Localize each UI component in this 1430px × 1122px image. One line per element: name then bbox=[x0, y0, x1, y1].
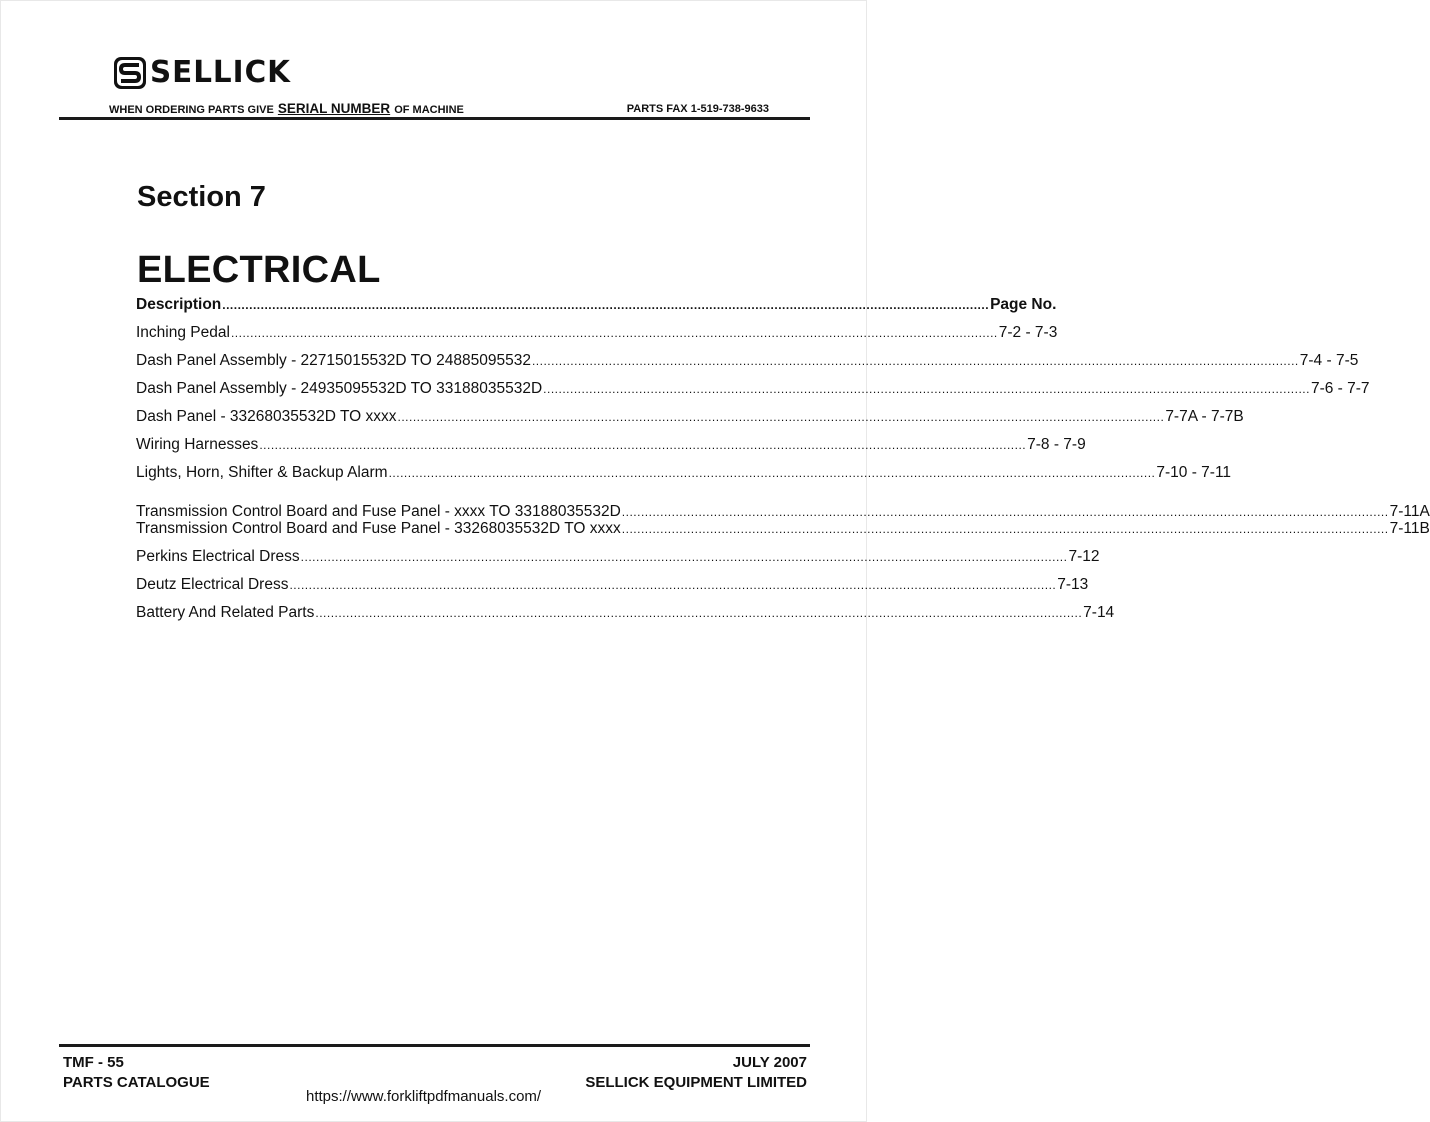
toc-leader-dots: ........................................................................................................................................................................................................ bbox=[289, 578, 1057, 592]
toc-leader-dots: ........................................................................................................................................................................................................ bbox=[259, 438, 1027, 452]
footer-model: TMF - 55 bbox=[63, 1054, 124, 1071]
toc-entry[interactable] bbox=[136, 576, 1089, 594]
toc-leader-dots: ........................................................................................................................................................................................................ bbox=[300, 550, 1068, 564]
toc-entry-page: 7-7A - 7-7B bbox=[1165, 408, 1244, 425]
toc-leader-dots: ........................................................................................................................................................................................................ bbox=[621, 505, 1389, 519]
toc-leader-dots: ........................................................................................................................................................................................................ bbox=[315, 606, 1083, 620]
ordering-note-serial-number: SERIAL NUMBER bbox=[277, 101, 391, 116]
header-divider bbox=[59, 117, 810, 120]
toc-header-row bbox=[136, 296, 1057, 314]
toc-leader-dots: ........................................................................................................................................................................................................ bbox=[388, 466, 1156, 480]
toc-header-page-no: Page No. bbox=[990, 296, 1057, 313]
toc-entry[interactable] bbox=[136, 503, 1430, 521]
toc-entry-description: Dash Panel - 33268035532D TO xxxx bbox=[136, 408, 397, 425]
toc-entry-description: Battery And Related Parts bbox=[136, 604, 315, 621]
logo-wordmark: SELLICK bbox=[150, 55, 291, 90]
toc-leader-dots: ........................................................................................................................................................................................................ bbox=[531, 354, 1299, 368]
toc-entry[interactable] bbox=[136, 548, 1100, 566]
toc-leader-dots: ........................................................................................................................................................................................................ bbox=[621, 522, 1389, 536]
toc-entry-page: 7-11A bbox=[1389, 503, 1430, 520]
toc-entry-description: Transmission Control Board and Fuse Panel - 33268035532D TO xxxx bbox=[136, 520, 621, 537]
toc-entry-page: 7-13 bbox=[1057, 576, 1089, 593]
footer-date: JULY 2007 bbox=[732, 1054, 807, 1071]
sellick-s-badge-icon bbox=[113, 56, 147, 90]
toc-entry-description: Transmission Control Board and Fuse Panel - xxxx TO 33188035532D bbox=[136, 503, 621, 520]
toc-entry-page: 7-12 bbox=[1068, 548, 1100, 565]
toc-entry[interactable] bbox=[136, 380, 1370, 398]
toc-entry-page: 7-4 - 7-5 bbox=[1299, 352, 1359, 369]
toc-entry[interactable] bbox=[136, 520, 1430, 538]
footer-catalogue: PARTS CATALOGUE bbox=[63, 1074, 210, 1091]
toc-header-description: Description bbox=[136, 296, 222, 313]
footer-company: SELLICK EQUIPMENT LIMITED bbox=[585, 1074, 807, 1091]
toc-entry-page: 7-11B bbox=[1389, 520, 1430, 537]
footer-divider bbox=[59, 1044, 810, 1047]
toc-entry[interactable] bbox=[136, 436, 1086, 454]
toc-entry[interactable] bbox=[136, 408, 1244, 426]
toc-entry-description: Deutz Electrical Dress bbox=[136, 576, 289, 593]
toc-entry-page: 7-2 - 7-3 bbox=[998, 324, 1058, 341]
toc-entry-description: Dash Panel Assembly - 22715015532D TO 24885095532 bbox=[136, 352, 531, 369]
toc-leader-dots: ........................................................................................................................................................................................................ bbox=[397, 410, 1165, 424]
toc-entry-page: 7-10 - 7-11 bbox=[1156, 464, 1232, 481]
sellick-logo bbox=[113, 55, 294, 91]
main-title: ELECTRICAL bbox=[137, 249, 381, 291]
toc-entry[interactable] bbox=[136, 604, 1115, 622]
toc-leader-dots: ........................................................................................................................................................................................................ bbox=[222, 298, 990, 312]
toc-entry-page: 7-6 - 7-7 bbox=[1310, 380, 1370, 397]
toc-entry-description: Wiring Harnesses bbox=[136, 436, 259, 453]
toc-entry-description: Dash Panel Assembly - 24935095532D TO 33188035532D bbox=[136, 380, 543, 397]
toc-entry[interactable] bbox=[136, 352, 1359, 370]
ordering-note-suffix: OF MACHINE bbox=[394, 104, 464, 116]
toc-entry-page: 7-8 - 7-9 bbox=[1027, 436, 1086, 453]
parts-fax-number: PARTS FAX 1-519-738-9633 bbox=[626, 103, 769, 115]
toc-entry-description: Perkins Electrical Dress bbox=[136, 548, 300, 565]
toc-entry[interactable] bbox=[136, 324, 1058, 342]
footer-url-link[interactable]: https://www.forkliftpdfmanuals.com/ bbox=[306, 1088, 542, 1105]
ordering-note bbox=[109, 101, 464, 116]
toc-entry-description: Inching Pedal bbox=[136, 324, 230, 341]
toc-leader-dots: ........................................................................................................................................................................................................ bbox=[543, 382, 1310, 396]
section-title: Section 7 bbox=[137, 181, 266, 213]
toc-entry-page: 7-14 bbox=[1083, 604, 1115, 621]
toc-leader-dots: ........................................................................................................................................................................................................ bbox=[230, 326, 998, 340]
ordering-note-prefix: WHEN ORDERING PARTS GIVE bbox=[109, 104, 274, 116]
toc-entry-description: Lights, Horn, Shifter & Backup Alarm bbox=[136, 464, 388, 481]
toc-entry[interactable] bbox=[136, 464, 1232, 482]
